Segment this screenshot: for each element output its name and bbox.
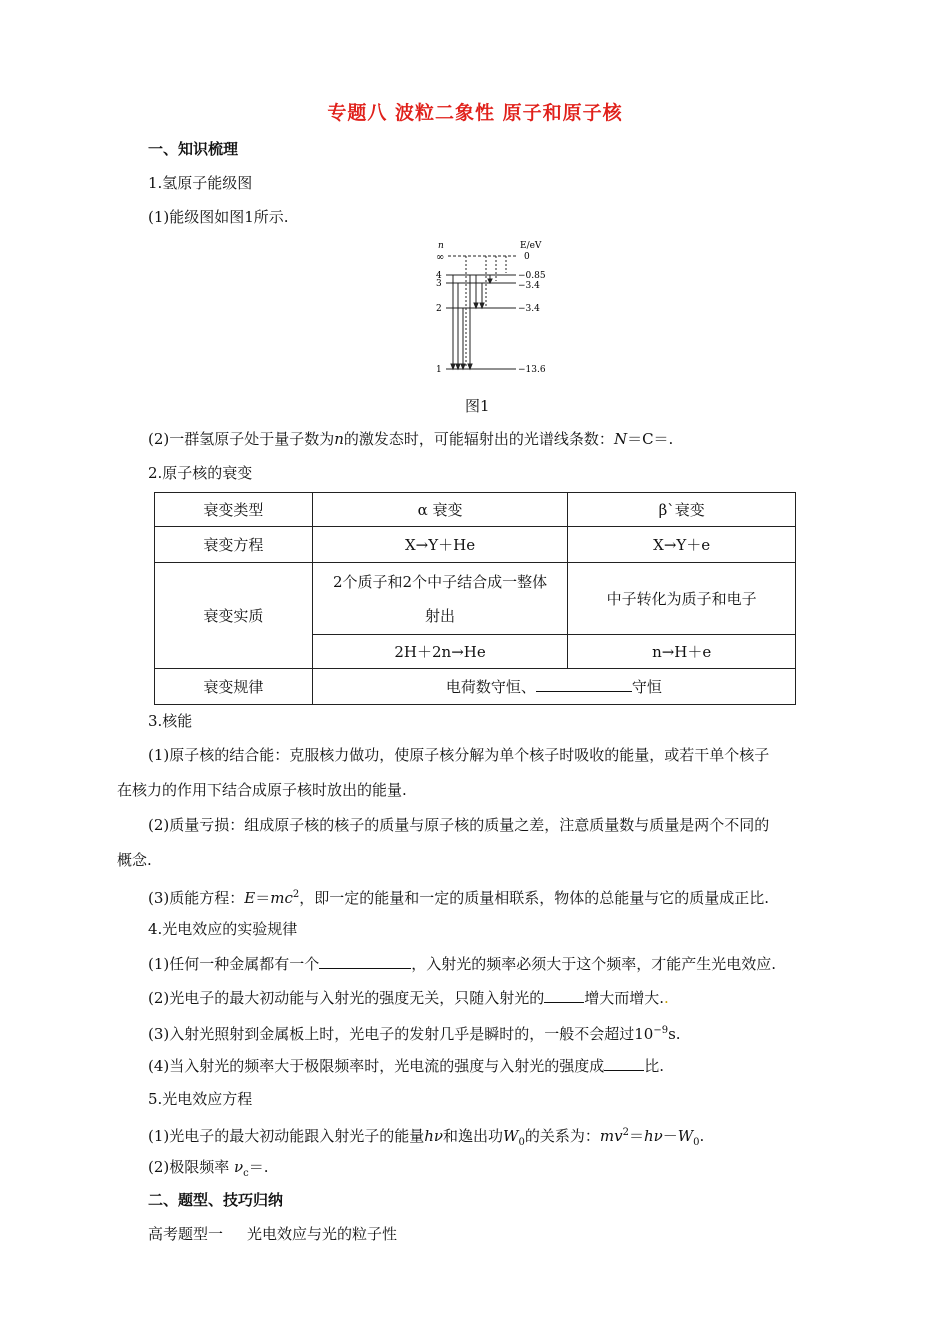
item-4-p3 bbox=[148, 1021, 681, 1044]
exam-type-line bbox=[148, 1224, 397, 1244]
table-cell bbox=[312, 669, 795, 705]
fill-blank bbox=[544, 987, 584, 1003]
table-cell: 2个质子和2个中子结合成一整体射出 bbox=[312, 563, 568, 635]
text-run: (2)一群氢原子处于量子数为 bbox=[148, 430, 335, 448]
section-1-heading: 一、知识梳理 bbox=[148, 140, 239, 158]
variable-hv: hν bbox=[643, 1127, 663, 1145]
item-1-paragraph-1: (1)能级图如图1所示. bbox=[148, 208, 289, 226]
table-cell: 2H＋2n→He bbox=[312, 635, 568, 669]
level-2-n: 2 bbox=[436, 304, 442, 314]
text-run: ＝. bbox=[248, 1158, 269, 1176]
decay-table bbox=[154, 492, 796, 705]
table-cell: 衰变方程 bbox=[155, 527, 313, 563]
variable-E: E bbox=[244, 889, 256, 907]
text-run: 电荷数守恒、 bbox=[445, 678, 536, 696]
superscript: 2 bbox=[622, 1127, 629, 1138]
text-run: ＝C＝. bbox=[627, 430, 674, 448]
item-3-p2-line1: (2)质量亏损：组成原子核的核子的质量与原子核的质量之差，注意质量数与质量是两个不同的 bbox=[148, 816, 770, 834]
fill-blank bbox=[604, 1055, 644, 1071]
table-row bbox=[155, 669, 796, 705]
text-run: (4)当入射光的频率大于极限频率时，光电流的强度与入射光的强度成 bbox=[148, 1057, 605, 1075]
subscript: 0 bbox=[693, 1137, 700, 1148]
table-cell: β`衰变 bbox=[568, 493, 796, 527]
text-run: 和逸出功 bbox=[443, 1127, 504, 1145]
text-run: 守恒 bbox=[631, 678, 662, 696]
table-cell: α 衰变 bbox=[312, 493, 568, 527]
level-1-n: 1 bbox=[436, 365, 442, 375]
text-run: (1)任何一种金属都有一个 bbox=[148, 955, 320, 973]
text-run: . bbox=[664, 989, 669, 1007]
text-run: － bbox=[662, 1127, 678, 1145]
text-run: 的激发态时，可能辐射出的光谱线条数： bbox=[343, 430, 614, 448]
arrow-head bbox=[480, 303, 484, 308]
item-4-p2 bbox=[148, 987, 669, 1008]
variable-nu: ν bbox=[234, 1158, 244, 1176]
item-3-p1-line1: (1)原子核的结合能：克服核力做功，使原子核分解为单个核子时吸收的能量，或若干单个核子 bbox=[148, 746, 770, 764]
table-cell: 衰变实质 bbox=[155, 563, 313, 669]
superscript: 2 bbox=[292, 889, 300, 900]
table-row bbox=[155, 527, 796, 563]
fill-blank bbox=[536, 676, 632, 692]
text-run: ，即一定的能量和一定的质量相联系，物体的总能量与它的质量成正比. bbox=[299, 889, 769, 907]
exam-type-topic: 光电效应与光的粒子性 bbox=[247, 1225, 398, 1243]
text-run: (3)入射光照射到金属板上时，光电子的发射几乎是瞬时的，一般不会超过10 bbox=[148, 1025, 654, 1043]
superscript: −9 bbox=[653, 1025, 669, 1036]
table-cell: 衰变类型 bbox=[155, 493, 313, 527]
item-5-p2 bbox=[148, 1157, 269, 1184]
level-2-energy: −3.4 bbox=[518, 304, 540, 314]
level-3-energy: −3.4 bbox=[518, 281, 540, 291]
document-title: 专题八 波粒二象性 原子和原子核 bbox=[327, 102, 623, 124]
table-row bbox=[155, 493, 796, 527]
text-run: ，入射光的频率必须大于这个频率，才能产生光电效应. bbox=[411, 955, 777, 973]
variable-hv: hν bbox=[424, 1127, 444, 1145]
table-cell: 中子转化为质子和电子 bbox=[568, 563, 796, 635]
level-4-n: 4 bbox=[436, 271, 442, 281]
text-run: ＝ bbox=[628, 1127, 644, 1145]
variable-W: W bbox=[677, 1127, 694, 1145]
level-inf-n: ∞ bbox=[436, 252, 445, 263]
level-4-energy: −0.85 bbox=[518, 271, 546, 281]
item-3-p1-line2: 在核力的作用下结合成原子核时放出的能量. bbox=[117, 781, 407, 799]
table-row bbox=[155, 563, 796, 635]
variable-n: n bbox=[334, 430, 344, 448]
text-run: 的关系为： bbox=[524, 1127, 600, 1145]
text-run: s. bbox=[668, 1025, 681, 1043]
arrow-head bbox=[474, 303, 478, 308]
variable-mc: mc bbox=[270, 889, 293, 907]
text-run: ＝ bbox=[255, 889, 271, 907]
text-run: 增大而增大. bbox=[584, 989, 665, 1007]
subscript: 0 bbox=[518, 1137, 525, 1148]
variable-W: W bbox=[503, 1127, 519, 1145]
arrow-head bbox=[468, 364, 472, 369]
item-4-p4 bbox=[148, 1055, 664, 1076]
table-cell: X→Y＋e bbox=[568, 527, 796, 563]
figure-caption: 图1 bbox=[465, 397, 490, 415]
item-3-p2-line2: 概念. bbox=[117, 851, 152, 869]
item-4-p1 bbox=[148, 953, 776, 974]
text-run: (2)极限频率 bbox=[148, 1158, 235, 1176]
variable-mv: mv bbox=[599, 1127, 623, 1145]
subscript: c bbox=[243, 1168, 249, 1179]
text-run: (1)光电子的最大初动能跟入射光子的能量 bbox=[148, 1127, 425, 1145]
item-5-p1 bbox=[148, 1123, 704, 1153]
item-3-heading: 3.核能 bbox=[148, 712, 193, 730]
arrow-head bbox=[451, 364, 455, 369]
item-2-heading: 2.原子核的衰变 bbox=[148, 464, 253, 482]
level-1-energy: −13.6 bbox=[518, 365, 546, 375]
text-run: (3)质能方程： bbox=[148, 889, 245, 907]
arrow-head bbox=[488, 279, 492, 283]
table-cell: n→H＋e bbox=[568, 635, 796, 669]
level-3-n: 3 bbox=[436, 279, 442, 289]
n-axis-label: n bbox=[438, 241, 444, 251]
item-5-heading: 5.光电效应方程 bbox=[148, 1090, 253, 1108]
exam-type-label: 高考题型一 bbox=[148, 1225, 224, 1243]
text-run: (2)光电子的最大初动能与入射光的强度无关，只随入射光的 bbox=[148, 989, 545, 1007]
item-3-p3 bbox=[148, 885, 769, 908]
energy-level-diagram bbox=[420, 236, 570, 378]
level-inf-energy: 0 bbox=[524, 252, 530, 262]
item-1-paragraph-2 bbox=[148, 429, 673, 449]
ionization-arrows bbox=[466, 256, 506, 366]
section-2-heading: 二、题型、技巧归纳 bbox=[148, 1191, 284, 1209]
item-1-heading: 1.氢原子能级图 bbox=[148, 174, 253, 192]
variable-N: N bbox=[613, 430, 628, 448]
text-run: 比. bbox=[644, 1057, 665, 1075]
item-4-heading: 4.光电效应的实验规律 bbox=[148, 920, 298, 938]
text-run: . bbox=[699, 1127, 705, 1145]
arrow-head bbox=[461, 364, 465, 369]
energy-axis-label: E/eV bbox=[520, 241, 542, 251]
arrow-head bbox=[456, 364, 460, 369]
fill-blank bbox=[319, 953, 411, 969]
table-cell: 衰变规律 bbox=[155, 669, 313, 705]
table-cell: X→Y＋He bbox=[312, 527, 568, 563]
